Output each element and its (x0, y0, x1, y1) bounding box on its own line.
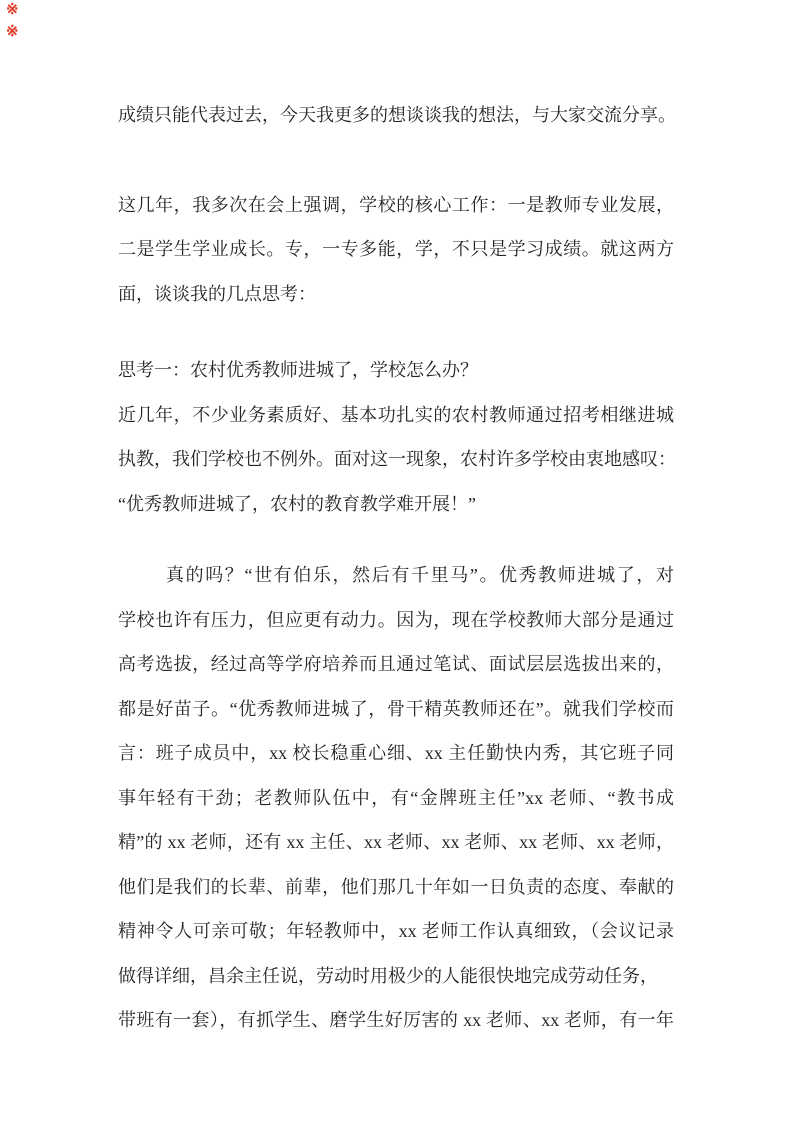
text-line: 精”的 xx 老师，还有 xx 主任、xx 老师、xx 老师、xx 老师、xx 老师， (118, 832, 674, 852)
text-line: 真的吗？“世有伯乐，然后有千里马”。优秀教师进城了，对 (166, 565, 674, 585)
text-line: 这几年，我多次在会上强调，学校的核心工作：一是教师专业发展， (118, 194, 674, 215)
red-corner-mark-icon: ※ (6, 2, 19, 18)
text-line: 言：班子成员中，xx 校长稳重心细、xx 主任勤快内秀，其它班子同 (118, 743, 674, 763)
text-line: 他们是我们的长辈、前辈，他们那几十年如一日负责的态度、奉献的 (118, 876, 674, 897)
paragraph-core-work (118, 183, 674, 317)
text-line: 近几年，不少业务素质好、基本功扎实的农村教师通过招考相继进城 (118, 404, 674, 425)
text-line: 学校也许有压力，但应更有动力。因为，现在学校教师大部分是通过 (118, 609, 674, 630)
text-line: 执教，我们学校也不例外。面对这一现象，农村许多学校由衷地感叹： (118, 449, 676, 469)
paragraph-intro (118, 93, 674, 138)
red-corner-mark-icon: ※ (6, 24, 19, 40)
text-line: 面，谈谈我的几点思考： (118, 283, 316, 304)
paragraph-response (118, 553, 674, 1043)
text-line: 二是学生学业成长。专，一专多能，学，不只是学习成绩。就这两方 (118, 239, 674, 259)
text-line: 高考选拔，经过高等学府培养而且通过笔试、面试层层选拔出来的， (118, 654, 674, 674)
document-body (118, 93, 674, 1043)
text-line: “优秀教师进城了，农村的教育教学难开展！” (118, 493, 476, 514)
text-line: 事年轻有干劲；老教师队伍中，有“金牌班主任”xx 老师、“教书成 (118, 787, 674, 808)
corner-marks (6, 3, 30, 40)
text-line: 思考一：农村优秀教师进城了，学校怎么办？ (118, 360, 478, 380)
text-line: 都是好苗子。“优秀教师进城了，骨干精英教师还在”。就我们学校而 (118, 698, 674, 719)
text-line: 做得详细，昌余主任说，劳动时用极少的人能很快地完成劳动任务， (118, 965, 658, 986)
text-line: 成绩只能代表过去，今天我更多的想谈谈我的想法，与大家交流分享。 (118, 105, 676, 125)
text-line: 精神令人可亲可敬；年轻教师中，xx 老师工作认真细致，（会议记录 (118, 921, 674, 941)
paragraph-thought-one (118, 348, 674, 526)
text-line: 带班有一套），有抓学生、磨学生好厉害的 xx 老师、xx 老师，有一年 (118, 1010, 674, 1030)
